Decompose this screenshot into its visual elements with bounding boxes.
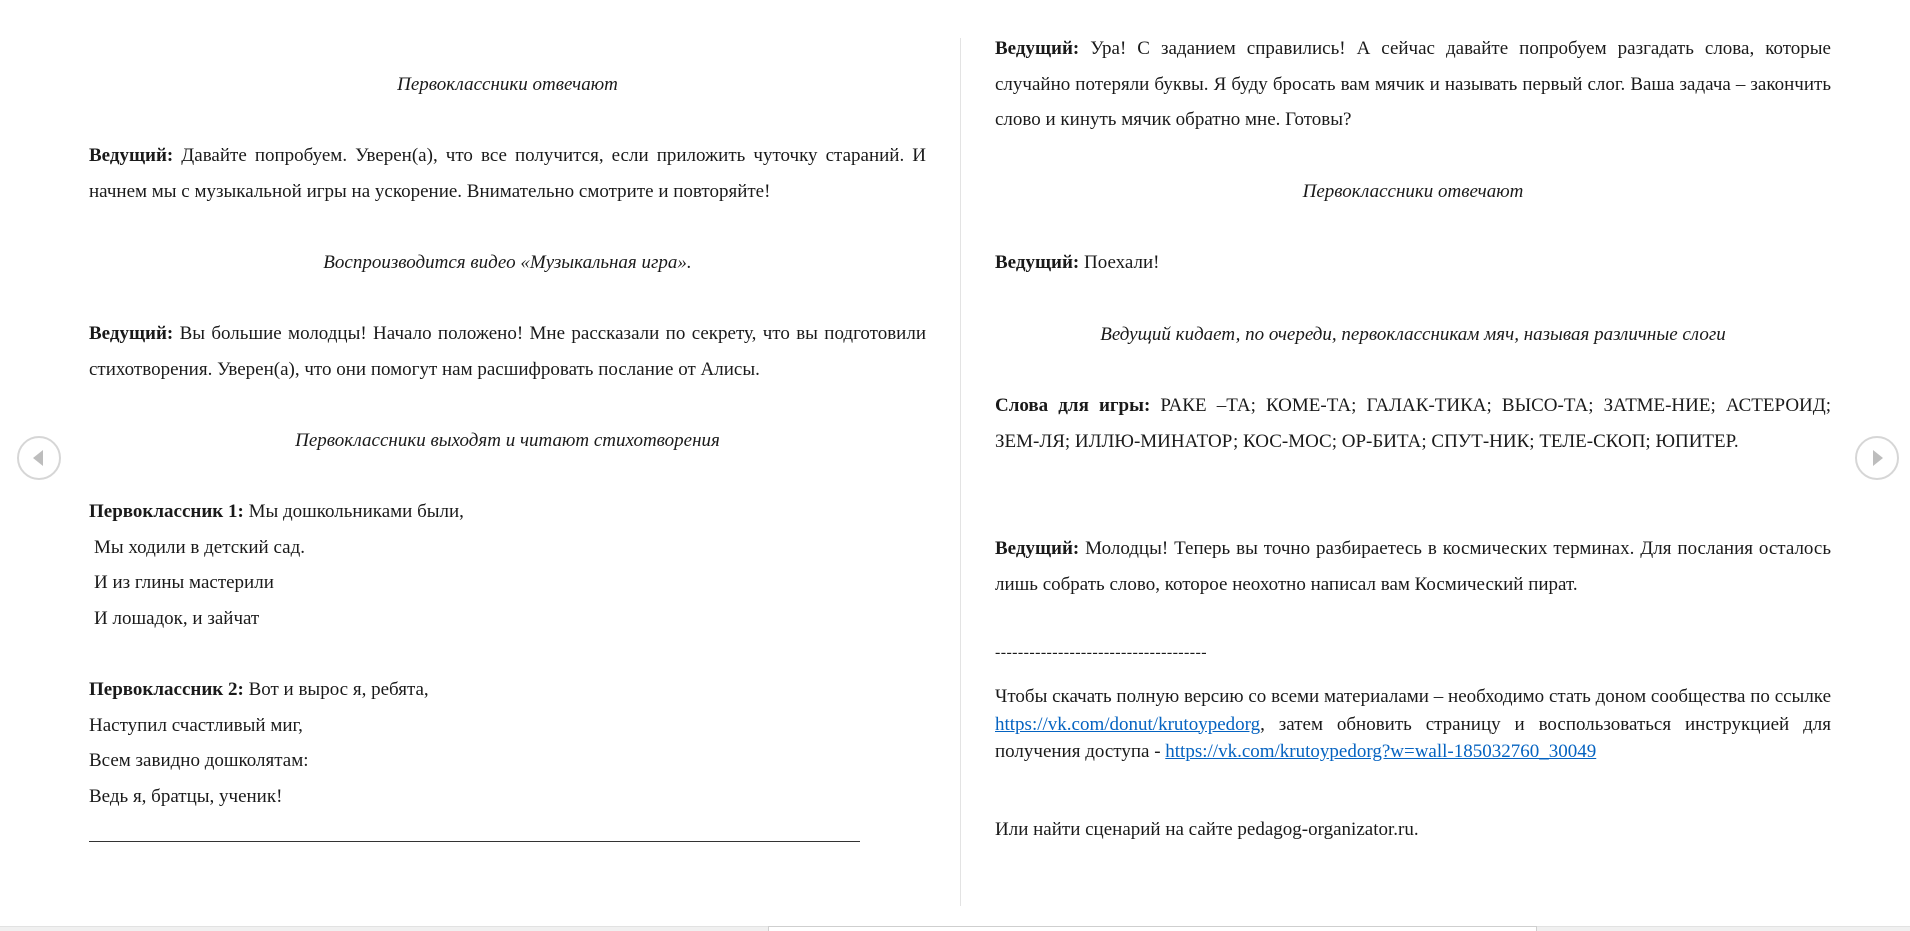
bottom-panel	[768, 926, 1537, 931]
word-list	[995, 388, 1831, 459]
poem-text: Мы дошкольниками были,	[243, 501, 464, 522]
notice-text: Чтобы скачать полную версию со всеми материалами – необходимо стать доном сообщества по ссылке	[995, 686, 1831, 707]
chevron-right-icon	[1857, 438, 1897, 478]
notice-text: , затем обновить страницу и воспользоваться инструкцией для получения доступа -	[995, 713, 1831, 762]
donut-link[interactable]: https://vk.com/donut/krutoypedorg	[995, 713, 1261, 735]
wall-post-link[interactable]: https://vk.com/krutoypedorg?w=wall-185032760_30049	[1165, 741, 1597, 762]
stage-direction: Первоклассники отвечают	[1302, 181, 1524, 202]
poem-line: Мы ходили в детский сад.	[94, 536, 305, 558]
separator-line: -------------------------------------	[995, 644, 1207, 661]
poem-block	[89, 672, 926, 815]
speaker-label: Ведущий:	[995, 538, 1080, 559]
host-line	[995, 531, 1831, 602]
next-page-button[interactable]	[1855, 436, 1899, 480]
speaker-label: Первоклассник 2:	[89, 679, 244, 700]
download-notice	[995, 683, 1831, 766]
host-line	[89, 138, 926, 209]
host-line	[89, 316, 926, 387]
word-list-text: РАКЕ –ТА; КОМЕ-ТА; ГАЛАК-ТИКА; ВЫСО-ТА; ЗАТМЕ-НИЕ; АСТЕРОИД; ЗЕМ-ЛЯ; ИЛЛЮ-МИНАТОР; КОС-МОС; ОР-БИТА; СПУТ-НИК; ТЕЛЕ-СКОП; ЮПИТЕР.	[995, 395, 1831, 452]
host-text: Давайте попробуем. Уверен(а), что все получится, если приложить чуточку стараний. И начнем мы с музыкальной игры на ускорение. Внимательно смотрите и повторяйте!	[89, 145, 926, 202]
stage-direction: Ведущий кидает, по очереди, первоклассникам мяч, называя различные слоги	[1100, 324, 1726, 345]
speaker-label: Первоклассник 1:	[89, 501, 244, 522]
poem-line	[89, 672, 926, 708]
poem-line: И лошадок, и зайчат	[94, 608, 260, 630]
page-divider	[960, 38, 961, 906]
poem-line	[89, 494, 926, 530]
word-list-label: Слова для игры:	[995, 395, 1151, 416]
poem-line: Наступил счастливый миг,	[89, 714, 303, 736]
poem-block	[89, 494, 926, 637]
host-text: Поехали!	[1079, 252, 1160, 273]
speaker-label: Ведущий:	[995, 252, 1080, 273]
speaker-label: Ведущий:	[89, 323, 174, 344]
stage-direction: Воспроизводится видео «Музыкальная игра».	[323, 252, 692, 273]
poem-text: Вот и вырос я, ребята,	[243, 679, 429, 700]
host-line	[995, 31, 1831, 138]
chevron-left-icon	[19, 438, 59, 478]
footer-note: Или найти сценарий на сайте pedagog-organizator.ru.	[995, 819, 1419, 840]
previous-page-button[interactable]	[17, 436, 61, 480]
stage-direction: Первоклассники отвечают	[397, 74, 618, 95]
host-text: Ура! С заданием справились! А сейчас давайте попробуем разгадать слова, которые случайно потеряли буквы. Я буду бросать вам мячик и называть первый слог. Ваша задача – закончить слово и кинуть мячик обратно мне. Готовы?	[995, 38, 1831, 131]
speaker-label: Ведущий:	[995, 38, 1080, 59]
stage-direction: Первоклассники выходят и читают стихотворения	[295, 430, 720, 451]
poem-line: Всем завидно дошколятам:	[89, 750, 309, 772]
poem-line: И из глины мастерили	[94, 572, 274, 594]
horizontal-rule	[89, 841, 860, 842]
host-text: Молодцы! Теперь вы точно разбираетесь в космических терминах. Для послания осталось лишь собрать слово, которое неохотно написал вам Космический пират.	[995, 538, 1831, 595]
poem-line: Ведь я, братцы, ученик!	[89, 786, 283, 808]
speaker-label: Ведущий:	[89, 145, 174, 166]
host-text: Вы большие молодцы! Начало положено! Мне рассказали по секрету, что вы подготовили стихотворения. Уверен(а), что они помогут нам расшифровать послание от Алисы.	[89, 323, 926, 380]
host-line	[995, 245, 1831, 281]
